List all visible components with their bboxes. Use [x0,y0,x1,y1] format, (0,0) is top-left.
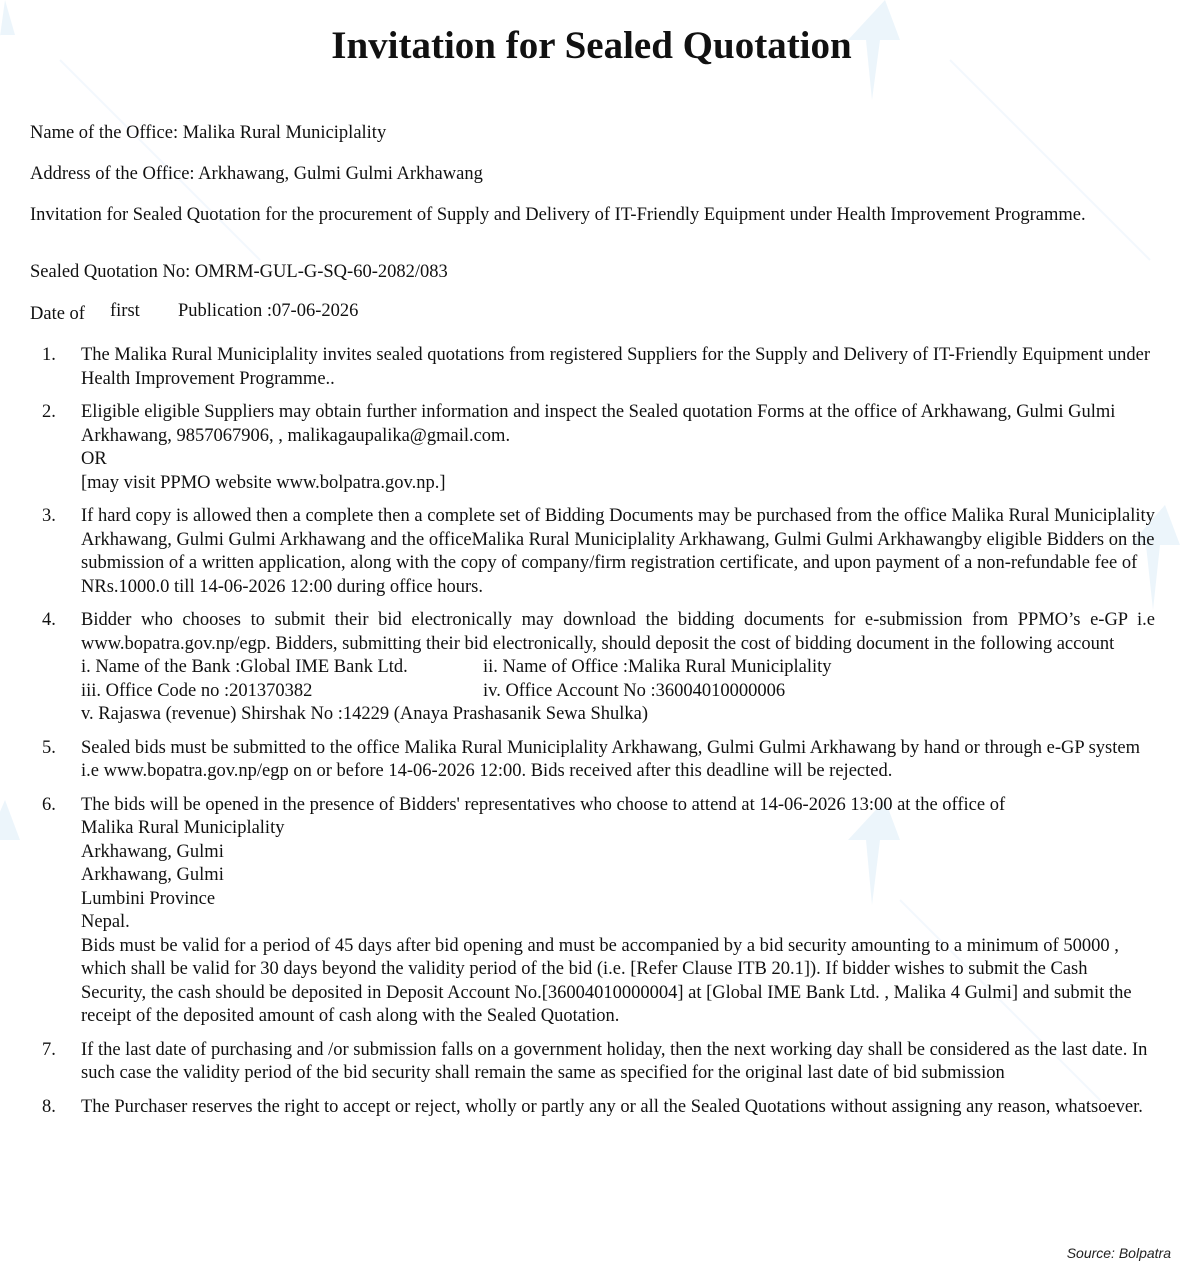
clause-text: The Purchaser reserves the right to accept or reject, wholly or partly any or all the Sealed Quotations without assigning any reason, whatsoever. [81,1096,1143,1117]
clause-item-6 [30,794,1155,1029]
opening-address-line: Malika Rural Municiplality [81,818,285,838]
clause-text: The Malika Rural Municiplality invites sealed quotations from registered Suppliers for the Supply and Delivery of IT-Friendly Equipment under Health Improvement Programme.. [81,345,1151,389]
arrow-watermark-icon [0,800,20,900]
clause-text: Eligible eligible Suppliers may obtain further information and inspect the Sealed quotation Forms at the office of Arkhawang, Gulmi Gulmi Arkhawang, 9857067906, , malikagaupalika@gmail.com. [81,402,1116,446]
sealed-quotation-number: Sealed Quotation No: OMRM-GUL-G-SQ-60-2082/083 [30,262,448,282]
office-name: Name of the Office: Malika Rural Municiplality [30,123,387,143]
office-name-account: ii. Name of Office :Malika Rural Municiplality [483,657,832,677]
clause-item-5 [30,737,1155,784]
bank-name: i. Name of the Bank :Global IME Bank Ltd. [81,657,408,677]
source-credit: Source: Bolpatra [1066,1245,1171,1261]
clause-number: 7. [42,1039,56,1060]
clause-item-7 [30,1039,1155,1086]
rajaswa-shirshak: v. Rajaswa (revenue) Shirshak No :14229 (Anaya Prashasanik Sewa Shulka) [81,704,649,724]
opening-address-line: Nepal. [81,912,130,932]
office-code: iii. Office Code no :201370382 [81,680,313,701]
clause-number: 2. [42,402,56,422]
clause-number: 4. [42,610,56,630]
opening-address-line: Lumbini Province [81,888,216,909]
invitation-purpose: Invitation for Sealed Quotation for the procurement of Supply and Delivery of IT-Friendly Equipment under Health Improvement Programme. [30,205,1086,225]
clause-item-4 [30,609,1155,727]
opening-address-line: Arkhawang, Gulmi [81,865,224,885]
clause-item-1 [30,344,1155,391]
clause-number: 6. [42,794,56,815]
clause-list [30,344,1155,1129]
clause-text: Sealed bids must be submitted to the office Malika Rural Municiplality Arkhawang, Gulmi Gulmi Arkhawang by hand or through e-GP system i.e www.bopatra.gov.np/egp on or before 14-06-2026 12:00. Bids received after this deadline will be rejected. [81,737,1140,781]
clause-number: 1. [42,345,56,365]
clause-number: 3. [42,506,56,526]
bid-validity-text: Bids must be valid for a period of 45 days after bid opening and must be accompanied by a bid security amounting to a minimum of 50000 , which shall be valid for 30 days beyond the validity period of the bid (i.e. [Refer Clause ITB 20.1]). If bidder wishes to submit the Cash Security, the cash should be deposited in Deposit Account No.[36004010000004] at [Global IME Bank Ltd. , Malika 4 Gulmi] and submit the receipt of the deposited amount of cash along with the Sealed Quotation. [81,935,1132,1026]
ppmo-website-note: [may visit PPMO website www.bolpatra.gov.np.] [81,472,446,493]
bank-account-details [81,656,1155,703]
date-label-part3: Publication :07-06-2026 [178,301,359,321]
office-account-number: iv. Office Account No :36004010000006 [483,680,786,701]
document-title: Invitation for Sealed Quotation [331,24,852,67]
date-label-part1: Date of [30,304,85,324]
clause-text: If hard copy is allowed then a complete then a complete set of Bidding Documents may be purchased from the office Malika Rural Municiplality Arkhawang, Gulmi Gulmi Arkhawang and the officeMalika Rural Municiplality Arkhawang, Gulmi Gulmi Arkhawangby eligible Bidders on the submission of a written application, along with the copy of company/firm registration certificate, and upon payment of a non-refundable fee of NRs.1000.0 till 14-06-2026 12:00 during office hours. [81,506,1155,597]
clause-item-8 [30,1096,1155,1120]
clause-text: The bids will be opened in the presence of Bidders' representatives who choose to attend at 14-06-2026 13:00 at the office of [81,794,1006,815]
office-address: Address of the Office: Arkhawang, Gulmi Gulmi Arkhawang [30,164,483,184]
clause-text: If the last date of purchasing and /or submission falls on a government holiday, then the next working day shall be considered as the last date. In such case the validity period of the bid security shall remain the same as specified for the original last date of bid submission [81,1039,1148,1083]
clause-or: OR [81,449,107,469]
publication-date [30,300,358,323]
clause-item-3 [30,505,1155,599]
clause-number: 5. [42,737,56,758]
opening-address-line: Arkhawang, Gulmi [81,841,224,862]
clause-number: 8. [42,1096,56,1117]
date-label-part2: first [110,301,140,321]
clause-item-2 [30,401,1155,495]
clause-text: Bidder who chooses to submit their bid electronically may download the bidding documents for e-submission from PPMO’s e-GP i.e www.bopatra.gov.np/egp. Bidders, submitting their bid electronically, should deposit the cost of bidding document in the following account [81,610,1155,654]
